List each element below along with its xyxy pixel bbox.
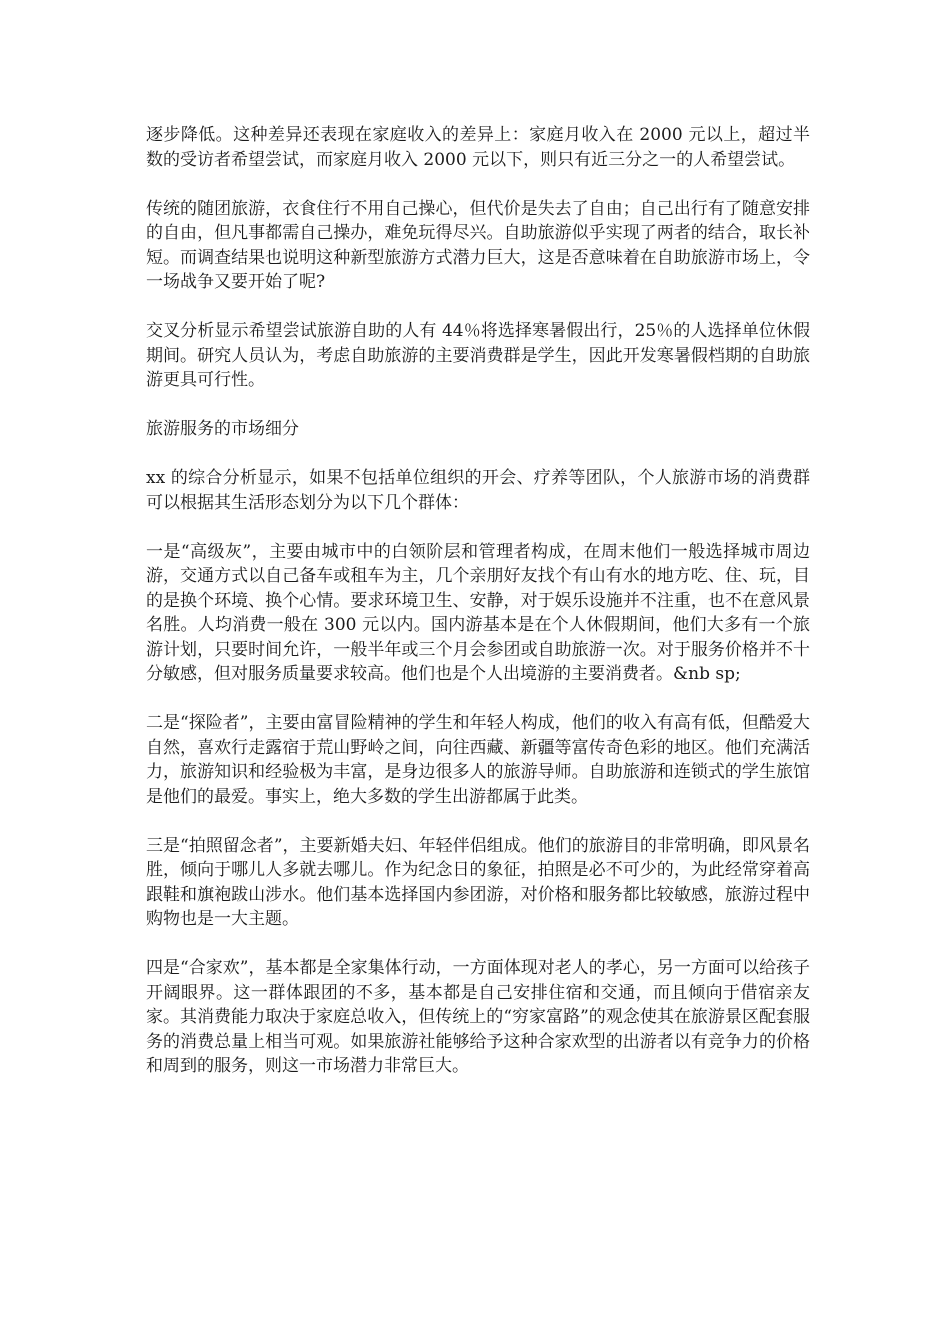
- paragraph-cross-analysis: 交叉分析显示希望尝试旅游自助的人有 44％将选择寒暑假出行，25％的人选择单位休假期间。研究人员认为，考虑自助旅游的主要消费群是学生，因此开发寒暑假档期的自助旅游更具可行性。: [146, 321, 810, 390]
- paragraph-segment-4: 四是“合家欢”，基本都是全家集体行动，一方面体现对老人的孝心，另一方面可以给孩子开阔眼界。这一群体跟团的不多，基本都是自己安排住宿和交通，而且倾向于借宿亲友家。其消费能力取决于家庭总收入，但传统上的“穷家富路”的观念使其在旅游景区配套服务的消费总量上相当可观。如果旅游社能够给予这种合家欢型的出游者以有竞争力的价格和周到的服务，则这一市场潜力非常巨大。: [146, 958, 810, 1076]
- paragraph-market-segments-intro: xx 的综合分析显示，如果不包括单位组织的开会、疗养等团队，个人旅游市场的消费群可以根据其生活形态划分为以下几个群体：: [146, 468, 810, 513]
- document-page: [146, 123, 810, 1103]
- paragraph-traditional-vs-self-guided: 传统的随团旅游，衣食住行不用自己操心，但代价是失去了自由；自己出行有了随意安排的自由，但凡事都需自己操办，难免玩得尽兴。自助旅游似乎实现了两者的结合，取长补短。而调查结果也说明这种新型旅游方式潜力巨大，这是否意味着在自助旅游市场上，令一场战争又要开始了呢?: [146, 198, 810, 292]
- paragraph-income-difference: 逐步降低。这种差异还表现在家庭收入的差异上：家庭月收入在 2000 元以上，超过半数的受访者希望尝试，而家庭月收入 2000 元以下，则只有近三分之一的人希望尝试。: [146, 125, 810, 170]
- paragraph-segment-2: 二是“探险者”，主要由富冒险精神的学生和年轻人构成，他们的收入有高有低，但酷爱大自然，喜欢行走露宿于荒山野岭之间，向往西藏、新疆等富传奇色彩的地区。他们充满活力，旅游知识和经验极为丰富，是身边很多人的旅游导师。自助旅游和连锁式的学生旅馆是他们的最爱。事实上，绝大多数的学生出游都属于此类。: [146, 713, 810, 807]
- paragraph-segment-1: 一是“高级灰”，主要由城市中的白领阶层和管理者构成，在周末他们一般选择城市周边游，交通方式以自己备车或租车为主，几个亲朋好友找个有山有水的地方吃、住、玩，目的是换个环境、换个心情。要求环境卫生、安静，对于娱乐设施并不注重，也不在意风景名胜。人均消费一般在 300 元以内。国内游基本是在个人休假期间，他们大多有一个旅游计划，只要时间允许，一般半年或三个月会参团或自助旅游一次。对于服务价格并不十分敏感，但对服务质量要求较高。他们也是个人出境游的主要消费者。&nb sp;: [146, 541, 810, 684]
- section-heading: 旅游服务的市场细分: [146, 419, 299, 439]
- paragraph-segment-3: 三是“拍照留念者”，主要新婚夫妇、年轻伴侣组成。他们的旅游目的非常明确，即风景名胜，倾向于哪儿人多就去哪儿。作为纪念日的象征，拍照是必不可少的，为此经常穿着高跟鞋和旗袍跋山涉水。他们基本选择国内参团游，对价格和服务都比较敏感，旅游过程中购物也是一大主题。: [146, 835, 810, 929]
